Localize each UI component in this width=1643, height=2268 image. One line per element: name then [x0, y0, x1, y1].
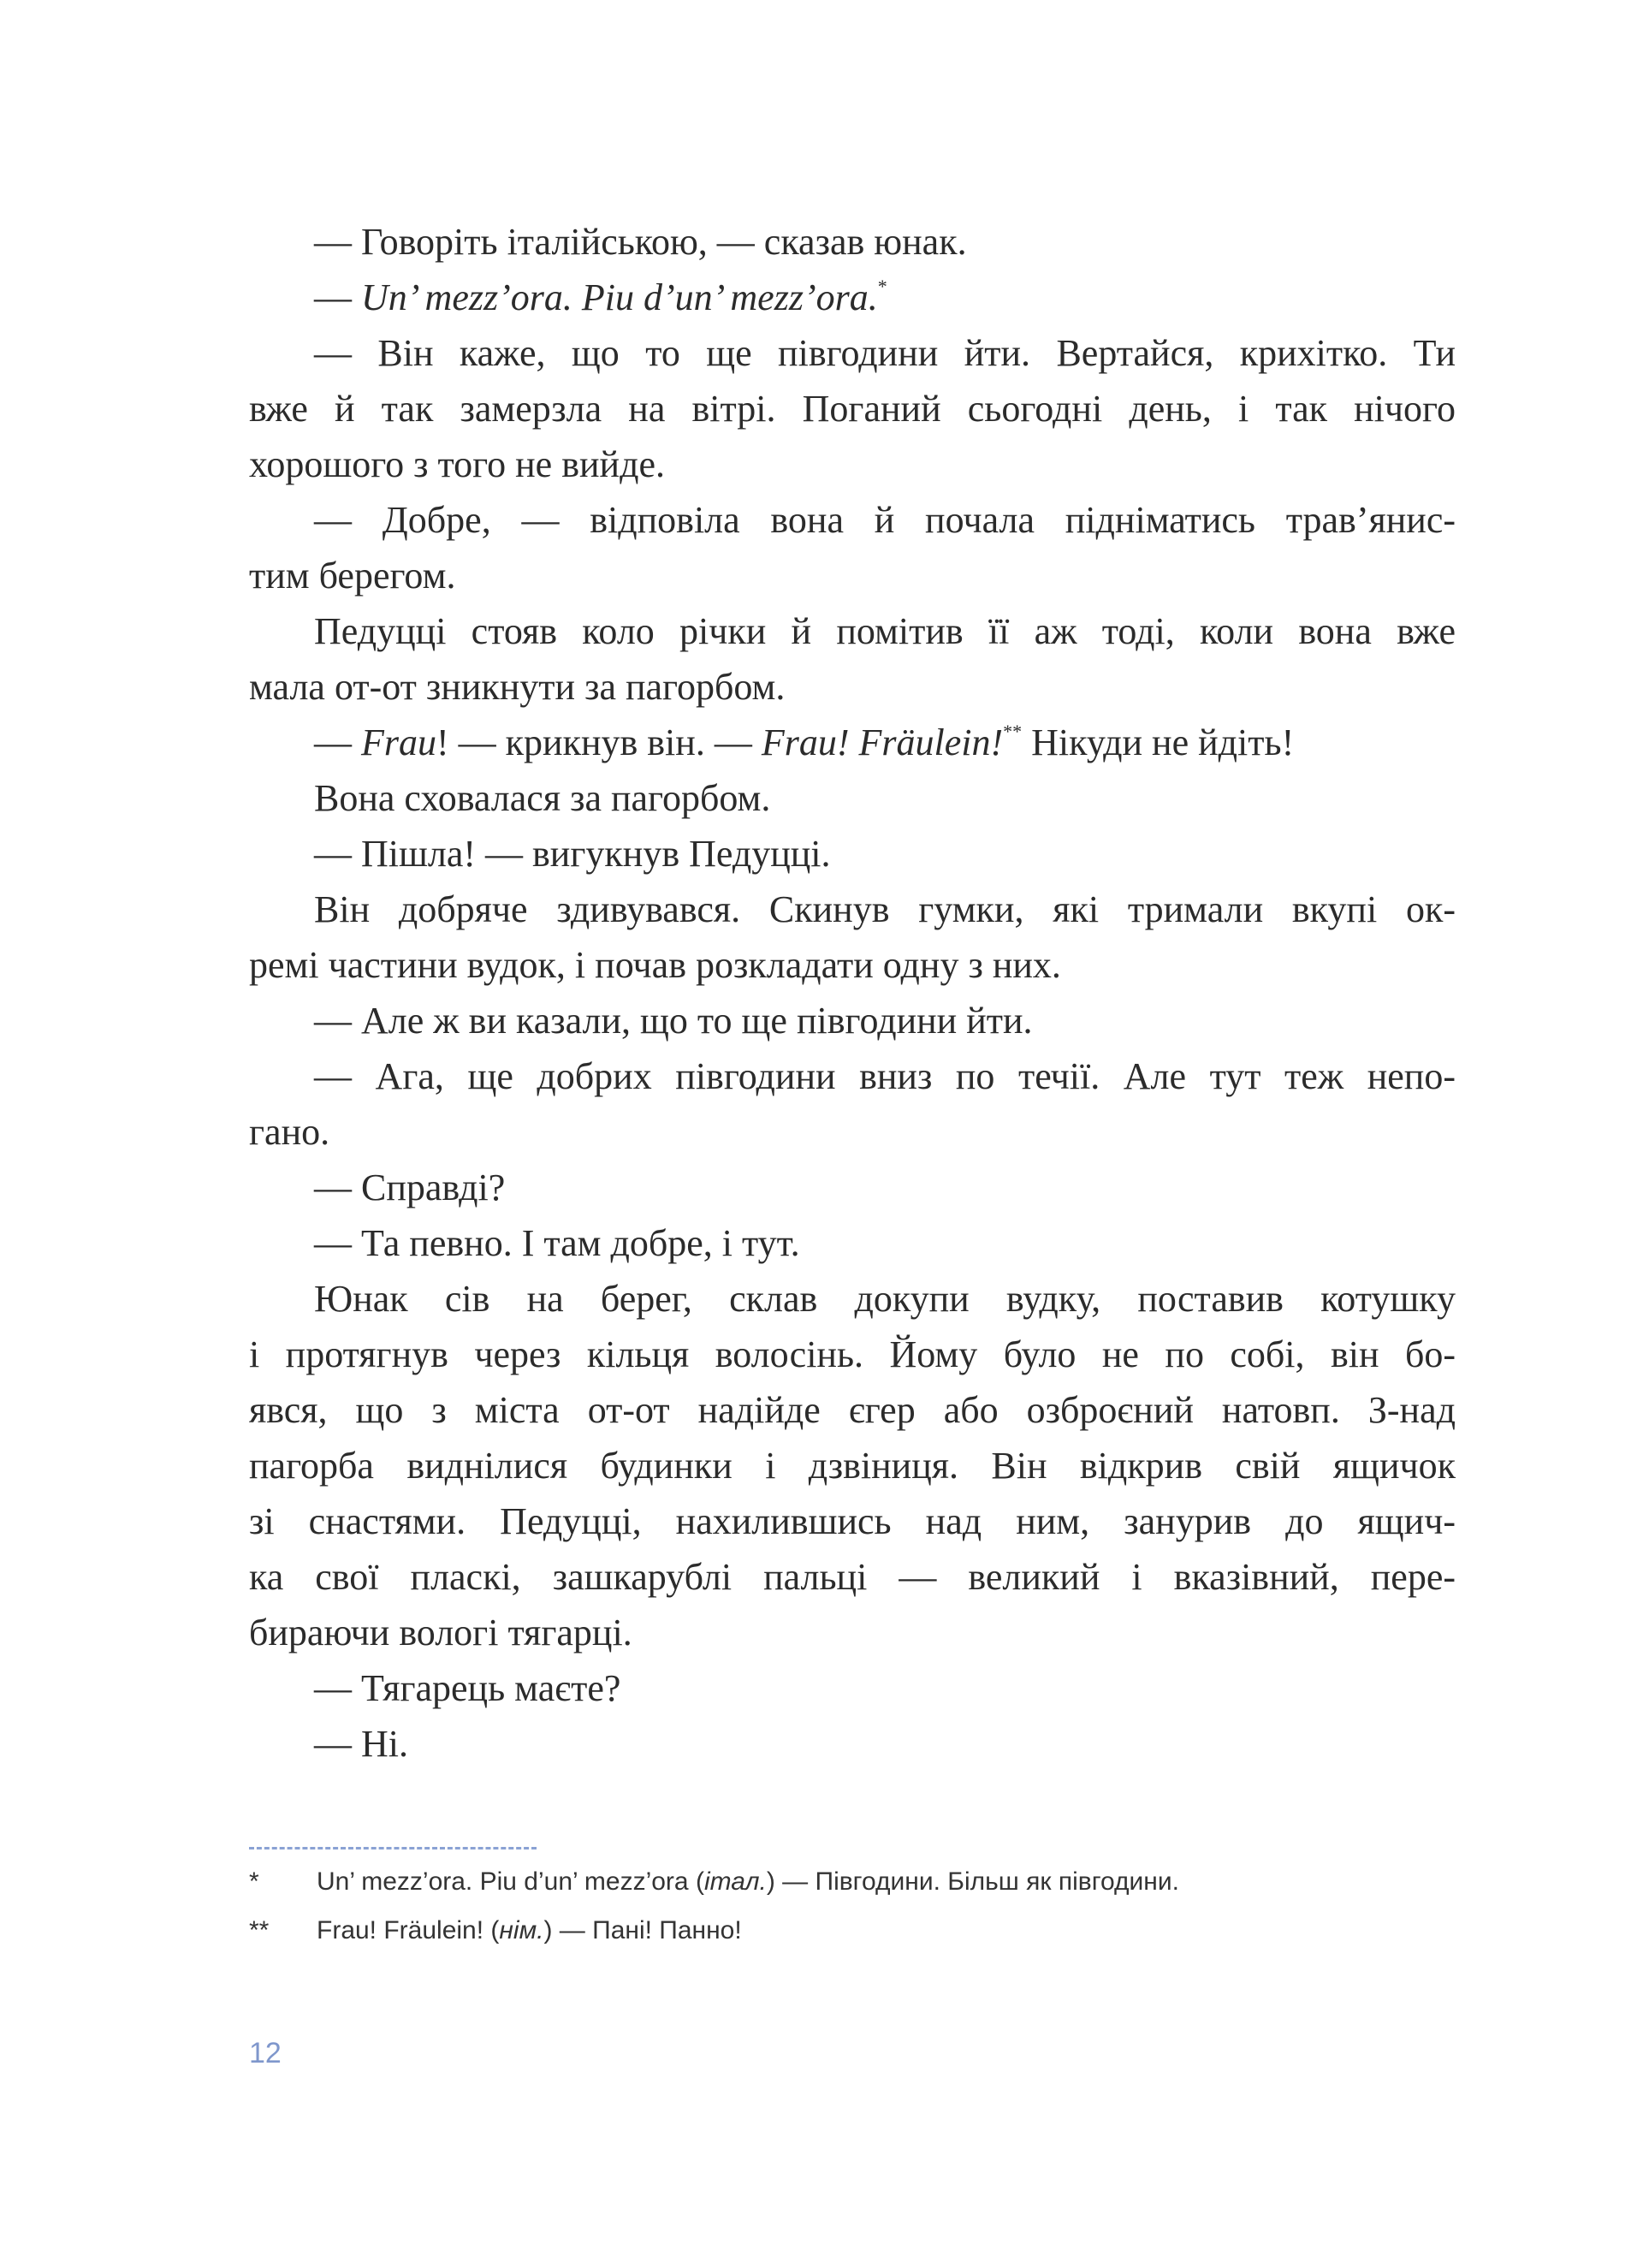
footnote-1 — [249, 1867, 1179, 1897]
text-line — [249, 492, 1456, 548]
footnote-ref: * — [877, 276, 887, 297]
text-line — [249, 770, 1456, 826]
text-line — [249, 937, 1456, 993]
text-segment: Він добряче здивувався. Скинув гумки, які тримали вкупі ок- — [314, 888, 1456, 930]
text-segment: явся, що з міста от-от надійде єгер або озброєний натовп. З-над — [249, 1389, 1456, 1431]
text-segment: — Він каже, що то ще півгодини йти. Вертайся, крихітко. Ти — [314, 332, 1456, 374]
text-line — [249, 1382, 1456, 1438]
text-segment: — Але ж ви казали, що то ще півгодини йти. — [314, 1000, 1033, 1042]
footnote-text: Frau! Fräulein! ( — [317, 1916, 500, 1944]
text-segment: зі снастями. Педуцці, нахилившись над ним, занурив до ящич- — [249, 1500, 1456, 1542]
text-line — [249, 1104, 1456, 1160]
text-line — [249, 659, 1456, 715]
text-segment: мала от-от зникнути за пагорбом. — [249, 666, 786, 708]
page-number: 12 — [249, 2037, 282, 2069]
text-line — [249, 325, 1456, 381]
text-line — [249, 1549, 1456, 1605]
text-segment: — Говоріть італійською, — сказав юнак. — [314, 221, 967, 263]
text-line — [249, 548, 1456, 603]
text-segment: — Справді? — [314, 1167, 506, 1208]
text-segment: ремі частини вудок, і почав розкладати одну з них. — [249, 944, 1061, 986]
text-segment: хорошого з того не вийде. — [249, 443, 665, 485]
text-segment: — Добре, — відповіла вона й почала підніматись трав’янис- — [314, 499, 1456, 541]
footnote-lang: нім. — [499, 1916, 544, 1944]
text-line — [249, 715, 1456, 770]
text-segment: Педуцці стояв коло річки й помітив її аж тоді, коли вона вже — [314, 610, 1456, 652]
text-line — [249, 1660, 1456, 1716]
footnote-text: ) — Пані! Панно! — [543, 1916, 742, 1944]
text-segment: — Ні. — [314, 1723, 408, 1765]
text-line — [249, 436, 1456, 492]
italic-text: Un’ mezz’ora. Piu d’un’ mezz’ora. — [361, 276, 878, 318]
text-line — [249, 993, 1456, 1048]
text-segment: Юнак сів на берег, склав докупи вудку, поставив котушку — [314, 1278, 1456, 1320]
text-line — [249, 1271, 1456, 1327]
text-segment: ! — крикнув він. — — [436, 721, 762, 763]
text-line — [249, 214, 1456, 270]
text-segment: Вона сховалася за пагорбом. — [314, 777, 771, 819]
footnote-lang: італ. — [703, 1867, 767, 1896]
text-segment: бираючи вологі тягарці. — [249, 1612, 632, 1654]
text-line — [249, 1493, 1456, 1549]
text-line — [249, 1048, 1456, 1104]
footnote-text: Un’ mezz’ora. Piu d’un’ mezz’ora ( — [317, 1867, 704, 1896]
text-segment: Нікуди не йдіть! — [1022, 721, 1295, 763]
footnote-mark: ** — [249, 1916, 270, 1944]
text-segment: — Пішла! — вигукнув Педуцці. — [314, 833, 831, 875]
footnote-separator — [249, 1847, 537, 1849]
text-line — [249, 270, 1456, 325]
footnote-text: ) — Півгодини. Більш як півгодини. — [766, 1867, 1179, 1896]
italic-text: Frau — [361, 721, 436, 763]
text-line — [249, 1327, 1456, 1382]
text-segment: пагорба виднілися будинки і дзвіниця. Він відкрив свій ящичок — [249, 1445, 1456, 1487]
text-line — [249, 603, 1456, 659]
text-segment: — Ага, ще добрих півгодини вниз по течії. Але тут теж непо- — [314, 1055, 1456, 1097]
text-line — [249, 381, 1456, 436]
text-segment: — Та певно. І там добре, і тут. — [314, 1222, 800, 1264]
text-segment: — Тягарець маєте? — [314, 1667, 621, 1709]
text-segment: тим берегом. — [249, 555, 456, 597]
text-line — [249, 882, 1456, 937]
footnote-ref: ** — [1003, 721, 1023, 742]
text-segment: і протягнув через кільця волосінь. Йому було не по собі, він бо- — [249, 1333, 1456, 1375]
text-line — [249, 1605, 1456, 1660]
text-segment: ка свої плаcкі, зашкарублі пальці — великий і вказівний, пере- — [249, 1556, 1456, 1598]
text-segment: гано. — [249, 1111, 330, 1153]
text-segment: — — [314, 721, 361, 763]
footnote-2 — [249, 1916, 742, 1945]
text-line — [249, 826, 1456, 882]
italic-text: Frau! Fräulein! — [761, 721, 1004, 763]
text-segment: вже й так замерзла на вітрі. Поганий сьогодні день, і так нічого — [249, 388, 1456, 430]
text-line — [249, 1438, 1456, 1493]
text-segment: — — [314, 276, 361, 318]
text-line — [249, 1160, 1456, 1215]
footnote-mark: * — [249, 1867, 259, 1896]
body-text — [249, 214, 1456, 1772]
text-line — [249, 1716, 1456, 1772]
text-line — [249, 1215, 1456, 1271]
